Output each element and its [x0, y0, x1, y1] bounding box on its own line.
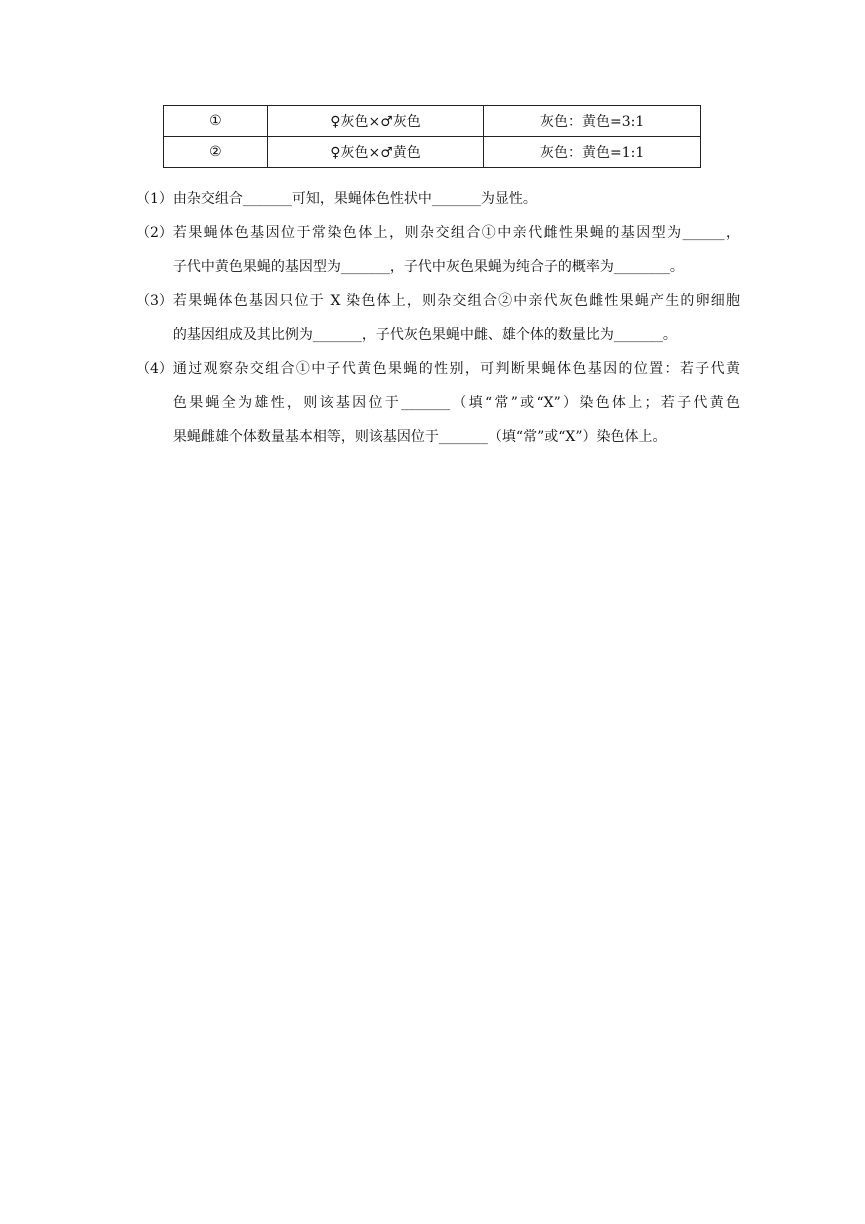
- table-row: [164, 106, 701, 137]
- question-text: [173, 352, 740, 454]
- cross-number-cell: ②: [164, 137, 268, 168]
- question-item: [136, 182, 740, 216]
- offspring-ratio-cell: 灰色：黄色=1:1: [484, 137, 701, 168]
- cross-number-cell: ①: [164, 106, 268, 137]
- question-number: （2）: [136, 225, 173, 241]
- question-line: 若果蝇体色基因位于常染色体上，则杂交组合①中亲代雌性果蝇的基因型为______，: [172, 225, 740, 241]
- question-line: 通过观察杂交组合①中子代黄色果蝇的性别，可判断果蝇体色基因的位置：若子代黄: [172, 361, 740, 377]
- question-number: （1）: [136, 191, 173, 207]
- question-line: 的基因组成及其比例为_______，子代灰色果蝇中雌、雄个体的数量比为_______。: [172, 327, 677, 343]
- question-item: [136, 352, 740, 454]
- question-item: [136, 216, 740, 284]
- parent-cross-cell: ♀灰色×♂黄色: [267, 137, 484, 168]
- question-item: [136, 284, 740, 352]
- question-list: [136, 182, 740, 454]
- question-text: [173, 216, 740, 284]
- offspring-ratio-cell: 灰色：黄色=3:1: [484, 106, 701, 137]
- question-line: 果蝇雌雄个体数量基本相等，则该基因位于_______（填“常”或“X”）染色体上。: [172, 429, 667, 445]
- question-number: （4）: [136, 361, 173, 377]
- table-row: [164, 137, 701, 168]
- question-line: 若果蝇体色基因只位于 X 染色体上，则杂交组合②中亲代灰色雌性果蝇产生的卵细胞: [172, 293, 740, 309]
- question-line: 色果蝇全为雄性，则该基因位于_______（填“常”或“X”）染色体上；若子代黄色: [172, 395, 740, 411]
- cross-results-table: [163, 105, 701, 168]
- question-line: 子代中黄色果蝇的基因型为_______，子代中灰色果蝇为纯合子的概率为________。: [172, 259, 684, 275]
- question-number: （3）: [136, 293, 173, 309]
- question-text: [173, 284, 740, 352]
- question-line: 由杂交组合_______可知，果蝇体色性状中_______为显性。: [172, 191, 537, 207]
- question-text: [173, 182, 740, 216]
- parent-cross-cell: ♀灰色×♂灰色: [267, 106, 484, 137]
